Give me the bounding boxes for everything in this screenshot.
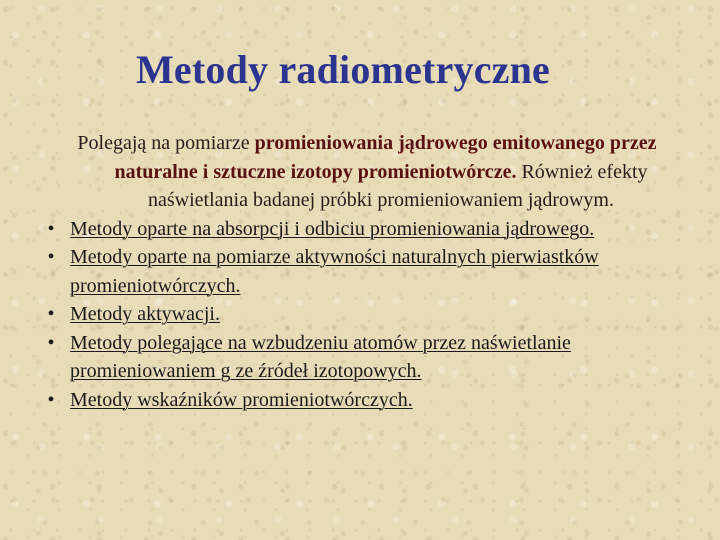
- intro-prefix: Polegają na pomiarze: [77, 132, 255, 154]
- bullet-icon: •: [47, 331, 55, 354]
- list-item-text: Metody polegające na wzbudzeniu atomów przez naświetlanie promieniowaniem g ze źródeł izotopowych.: [70, 331, 571, 382]
- list-item-text: Metody aktywacji.: [70, 303, 220, 325]
- bullet-icon: •: [47, 217, 55, 240]
- bullet-icon: •: [47, 303, 55, 325]
- intro-highlight: promieniowania jądrowego emitowanego przez naturalne i sztuczne izotopy promieniotwórcze.: [114, 132, 657, 183]
- intro-suffix: Również efekty naświetlania badanej próbki promieniowaniem jądrowym.: [148, 160, 648, 211]
- bullet-icon: •: [47, 388, 55, 411]
- list-item: [44, 300, 690, 329]
- slide-content: [44, 129, 690, 414]
- method-list: [44, 215, 690, 415]
- list-item: [44, 329, 690, 386]
- bullet-icon: •: [47, 246, 55, 268]
- list-item-text: Metody wskaźników promieniotwórczych.: [70, 388, 413, 411]
- list-item: [44, 243, 690, 300]
- list-item: [44, 215, 690, 244]
- list-item: [44, 386, 690, 415]
- slide-title: Metody radiometryczne: [135, 47, 551, 92]
- list-item-text: Metody oparte na pomiarze aktywności naturalnych pierwiastków promieniotwórczych.: [70, 246, 599, 297]
- intro-paragraph: [44, 129, 690, 215]
- list-item-text: Metody oparte na absorpcji i odbiciu promieniowania jądrowego.: [70, 217, 595, 240]
